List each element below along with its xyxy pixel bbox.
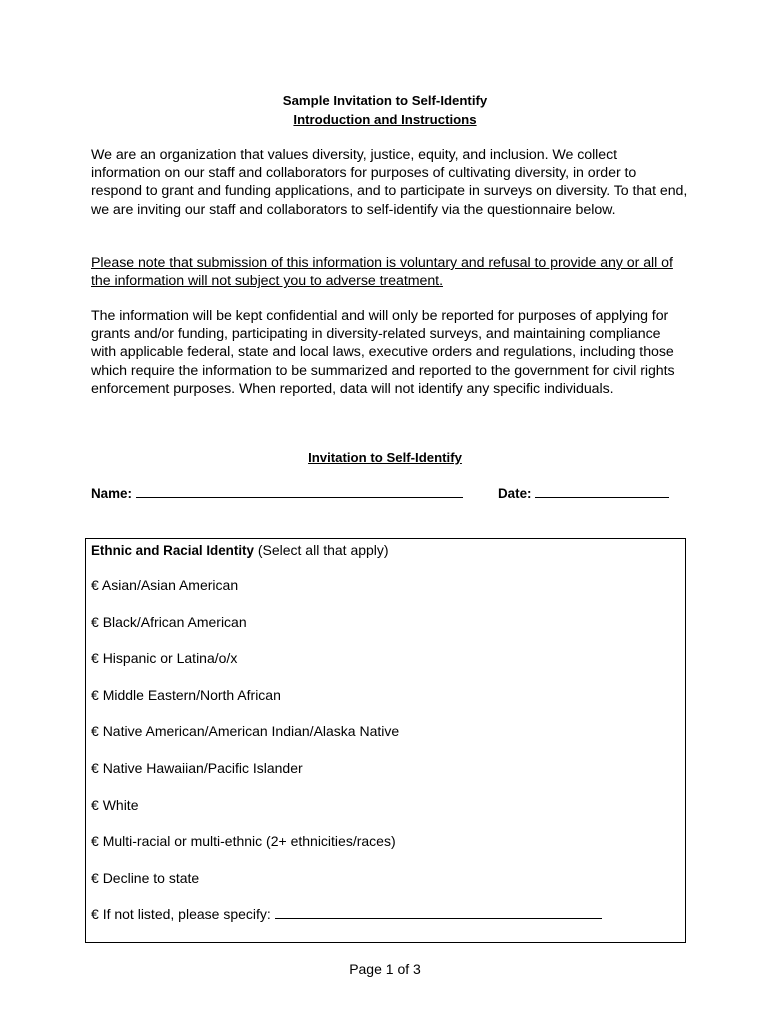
ethnic-option[interactable] (91, 577, 238, 593)
checkbox-icon[interactable]: € (91, 686, 99, 703)
name-field[interactable] (136, 485, 463, 498)
ethnic-option-label: Multi-racial or multi-ethnic (2+ ethnicities/races) (102, 833, 396, 850)
ethnic-identity-box (85, 538, 686, 943)
checkbox-icon[interactable]: € (91, 650, 99, 667)
ethnic-option[interactable] (91, 650, 237, 666)
ethnic-option[interactable] (91, 723, 399, 739)
checkbox-icon[interactable]: € (91, 723, 99, 740)
confidentiality-paragraph: The information will be kept confidential and will only be reported for purposes of applying for grants and/or funding, participating in diversity-related surveys, and maintaining compliance with applicable federal, state and local laws, executive orders and regulations, including those which require the information to be summarized and reported to the government for civil rights enforcement purposes. When reported, data will not identify any specific individuals. (91, 308, 675, 397)
ethnic-identity-note: (Select all that apply) (257, 542, 389, 558)
name-field-row (91, 485, 463, 501)
date-label: Date: (498, 486, 532, 501)
ethnic-option-label: Middle Eastern/North African (102, 686, 281, 703)
checkbox-icon[interactable]: € (91, 906, 99, 923)
ethnic-option[interactable] (91, 687, 281, 703)
ethnic-option-label: Native Hawaiian/Pacific Islander (102, 760, 303, 776)
ethnic-option[interactable] (91, 870, 199, 886)
ethnic-identity-heading-row (91, 542, 389, 558)
voluntary-notice: Please note that submission of this information is voluntary and refusal to provide any or all of the information will not subject you to adverse treatment. (91, 255, 673, 290)
checkbox-icon[interactable]: € (91, 577, 99, 593)
checkbox-icon[interactable]: € (91, 869, 99, 886)
checkbox-icon[interactable]: € (91, 796, 99, 813)
date-field-row (498, 485, 669, 501)
ethnic-option[interactable] (91, 906, 602, 922)
document-subtitle: Introduction and Instructions (293, 112, 477, 127)
ethnic-option-label: Hispanic or Latina/o/x (102, 650, 238, 667)
ethnic-option-label: Decline to state (102, 869, 200, 886)
specify-field[interactable] (275, 906, 602, 919)
ethnic-identity-heading: Ethnic and Racial Identity (91, 543, 254, 558)
checkbox-icon[interactable]: € (91, 760, 99, 776)
ethnic-option[interactable] (91, 614, 247, 630)
date-field[interactable] (535, 485, 669, 498)
document-title: Sample Invitation to Self-Identify (282, 93, 488, 108)
intro-paragraph: We are an organization that values diversity, justice, equity, and inclusion. We collect information on our staff and collaborators for purposes of cultivating diversity, in order to respond to grant and funding applications, and to participate in surveys on diversity. To that end, we are inviting our staff and collaborators to self-identify via the questionnaire below. (91, 147, 688, 218)
ethnic-option-label: If not listed, please specify: (102, 906, 271, 923)
checkbox-icon[interactable]: € (91, 613, 99, 630)
ethnic-option[interactable] (91, 833, 396, 849)
ethnic-option-label: Asian/Asian American (101, 577, 239, 593)
ethnic-option-label: Native American/American Indian/Alaska Native (102, 723, 400, 740)
ethnic-option[interactable] (91, 797, 138, 813)
section-title: Invitation to Self-Identify (308, 450, 462, 465)
ethnic-option[interactable] (91, 760, 303, 776)
ethnic-option-label: Black/African American (102, 613, 247, 630)
checkbox-icon[interactable]: € (91, 833, 99, 850)
page-number: Page 1 of 3 (349, 961, 421, 977)
name-label: Name: (91, 486, 132, 501)
ethnic-option-label: White (102, 796, 139, 813)
